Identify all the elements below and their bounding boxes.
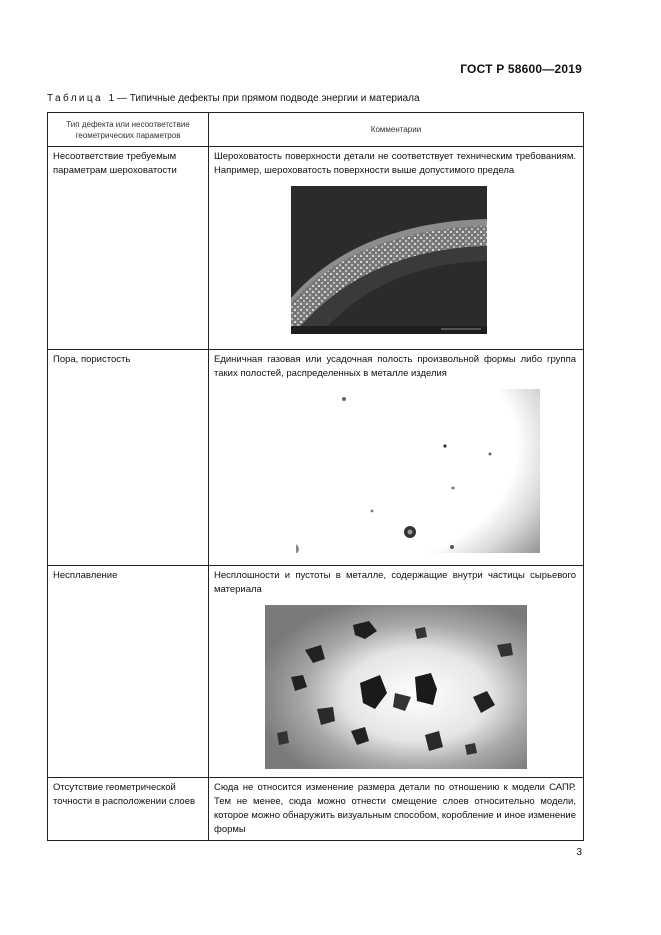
table-row (48, 566, 584, 778)
caption-label: Таблица (47, 93, 104, 104)
defect-type-cell: Пора, пористость (48, 350, 209, 566)
comment-cell (209, 566, 584, 778)
standard-designation: ГОСТ Р 58600—2019 (460, 62, 582, 76)
comment-cell (209, 350, 584, 566)
table-header-row (48, 113, 584, 147)
defect-type-cell: Несоответствие требуемым параметрам шероховатости (48, 147, 209, 350)
table-row (48, 350, 584, 566)
comment-text: Несплошности и пустоты в металле, содержащие внутри частицы сырьевого материала (214, 570, 576, 595)
caption-number: 1 (108, 93, 115, 104)
caption-title: — Типичные дефекты при прямом подводе энергии и материала (114, 93, 420, 104)
comment-text: Сюда не относится изменение размера детали по отношению к модели САПР. Тем не менее, сюда можно отнести смещение слоев относительно модели, которое можно обнаружить визуальным способом, коробление и иное изменение формы (214, 782, 576, 835)
comment-text: Шероховатость поверхности детали не соответствует техническим требованиям. Например, шероховатость поверхности выше допустимого предела (214, 151, 576, 176)
col-header-defect-type: Тип дефекта или несоответствие геометрических параметров (48, 113, 209, 147)
comment-cell (209, 778, 584, 841)
comment-text: Единичная газовая или усадочная полость произвольной формы либо группа таких полостей, распределенных в металле изделия (214, 354, 576, 379)
defect-type-cell: Несплавление (48, 566, 209, 778)
lack-of-fusion-micrograph (265, 605, 527, 769)
col-header-comments: Комментарии (209, 113, 584, 147)
table-caption (47, 93, 420, 104)
comment-cell (209, 147, 584, 350)
defects-table (47, 112, 584, 841)
page-number: 3 (576, 847, 582, 858)
table-row (48, 147, 584, 350)
roughness-micrograph (291, 186, 487, 334)
porosity-micrograph (296, 389, 540, 553)
table-row (48, 778, 584, 841)
defect-type-cell: Отсутствие геометрической точности в расположении слоев (48, 778, 209, 841)
